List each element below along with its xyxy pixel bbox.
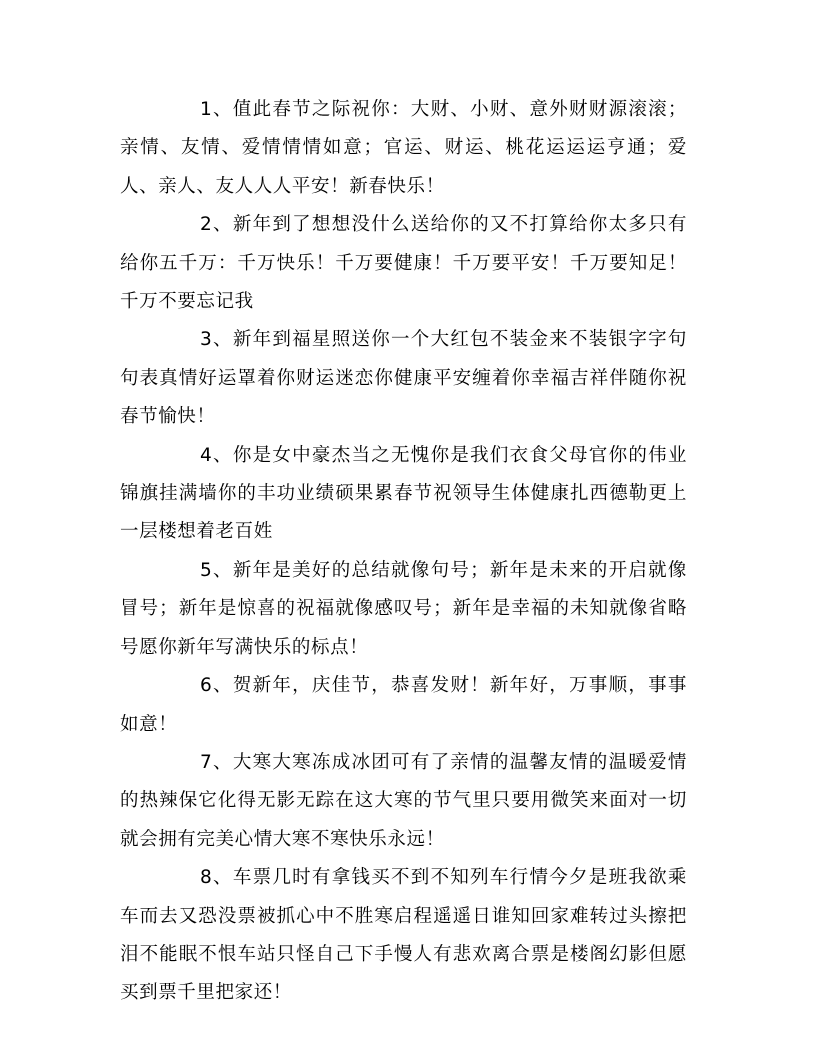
paragraph-4: 4、你是女中豪杰当之无愧你是我们衣食父母官你的伟业锦旗挂满墙你的丰功业绩硕果累春节祝领导生体健康扎西德勒更上一层楼想着老百姓 xyxy=(120,444,687,543)
paragraph-1: 1、值此春节之际祝你：大财、小财、意外财财源滚滚；亲情、友情、爱情情情如意；官运、财运、桃花运运运亨通；爱人、亲人、友人人人平安！新春快乐！ xyxy=(120,99,687,197)
paragraph-2: 2、新年到了想想没什么送给你的又不打算给你太多只有给你五千万：千万快乐！千万要健康！千万要平安！千万要知足！千万不要忘记我 xyxy=(120,214,687,313)
paragraph-3: 3、新年到福星照送你一个大红包不装金来不装银字字句句表真情好运罩着你财运迷恋你健康平安缠着你幸福吉祥伴随你祝春节愉快！ xyxy=(120,329,687,428)
paragraph-6: 6、贺新年，庆佳节，恭喜发财！新年好，万事顺，事事如意！ xyxy=(120,675,687,735)
paragraph-5: 5、新年是美好的总结就像句号；新年是未来的开启就像冒号；新年是惊喜的祝福就像感叹号；新年是幸福的未知就像省略号愿你新年写满快乐的标点！ xyxy=(120,559,687,658)
paragraph-8: 8、车票几时有拿钱买不到不知列车行情今夕是班我欲乘车而去又恐没票被抓心中不胜寒启程遥遥日谁知回家难转过头擦把泪不能眠不恨车站只怪自己下手慢人有悲欢离合票是楼阁幻影但愿买到票千里把家还！ xyxy=(120,867,687,1004)
paragraph-7: 7、大寒大寒冻成冰团可有了亲情的温馨友情的温暖爱情的热辣保它化得无影无踪在这大寒的节气里只要用微笑来面对一切就会拥有完美心情大寒不寒快乐永远！ xyxy=(120,751,687,850)
document-body xyxy=(120,91,687,1013)
